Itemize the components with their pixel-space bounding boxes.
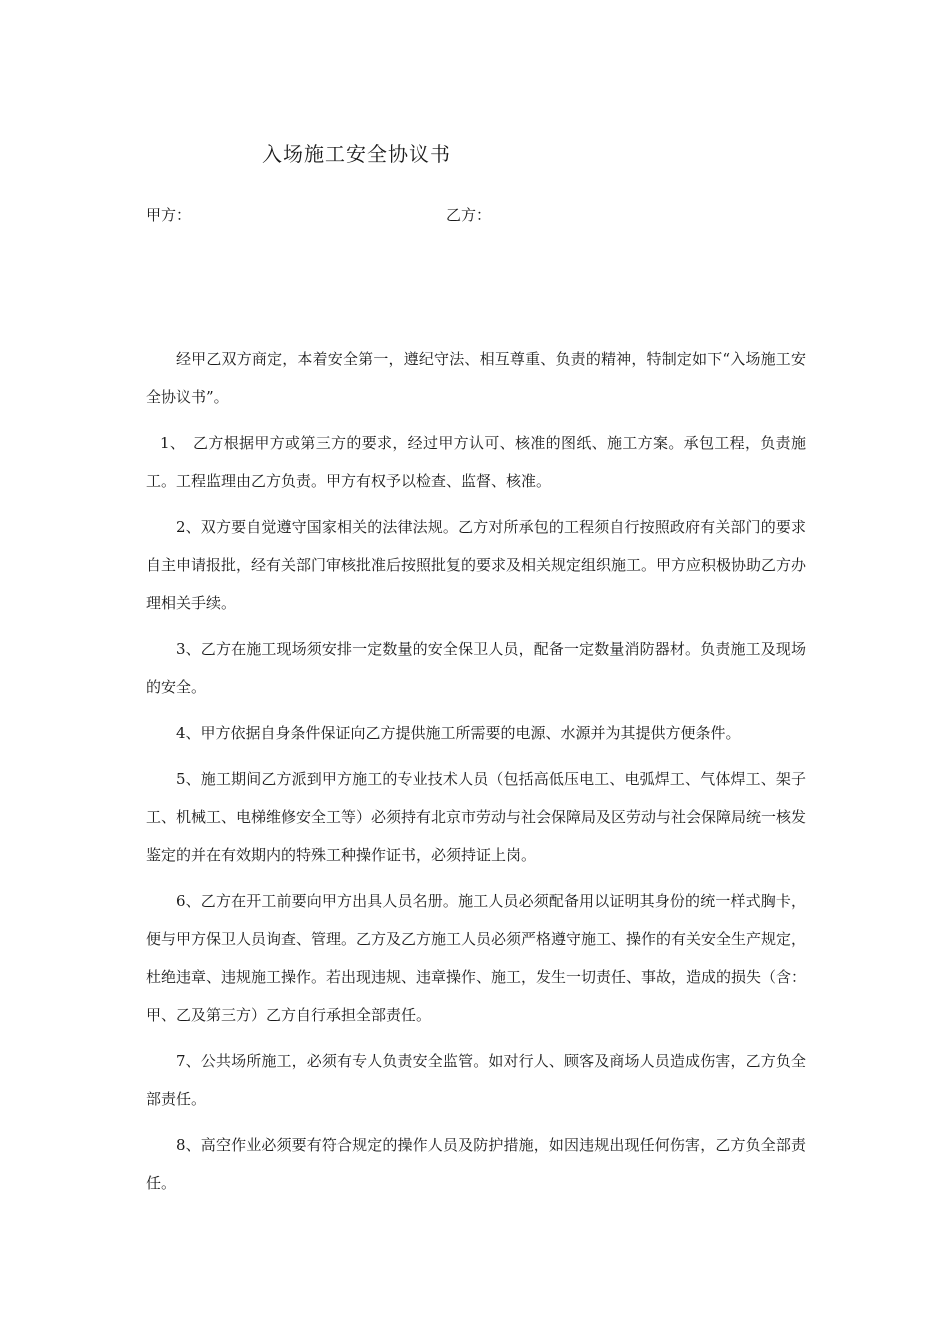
clause-1: 1、 乙方根据甲方或第三方的要求，经过甲方认可、核准的图纸、施工方案。承包工程，负责施工。工程监理由乙方负责。甲方有权予以检查、监督、核准。	[146, 434, 806, 490]
clause-7: 7、公共场所施工，必须有专人负责安全监管。如对行人、顾客及商场人员造成伤害，乙方负全部责任。	[146, 1052, 806, 1108]
document-title: 入场施工安全协议书	[262, 142, 451, 166]
party-a-label: 甲方：	[146, 206, 192, 224]
agreement-body	[146, 340, 806, 1210]
clause-2: 2、双方要自觉遵守国家相关的法律法规。乙方对所承包的工程须自行按照政府有关部门的要求自主申请报批，经有关部门审核批准后按照批复的要求及相关规定组织施工。甲方应积极协助乙方办理相关手续。	[146, 518, 807, 612]
party-b-label: 乙方：	[446, 206, 492, 224]
intro-paragraph: 经甲乙双方商定，本着安全第一，遵纪守法、相互尊重、负责的精神，特制定如下“入场施工安全协议书”。	[146, 350, 806, 406]
clause-5: 5、施工期间乙方派到甲方施工的专业技术人员（包括高低压电工、电弧焊工、气体焊工、架子工、机械工、电梯维修安全工等）必须持有北京市劳动与社会保障局及区劳动与社会保障局统一核发鉴定的并在有效期内的特殊工种操作证书，必须持证上岗。	[146, 770, 807, 864]
clause-4: 4、甲方依据自身条件保证向乙方提供施工所需要的电源、水源并为其提供方便条件。	[176, 724, 741, 742]
clause-3: 3、乙方在施工现场须安排一定数量的安全保卫人员，配备一定数量消防器材。负责施工及现场的安全。	[146, 640, 806, 696]
clause-8: 8、高空作业必须要有符合规定的操作人员及防护措施，如因违规出现任何伤害，乙方负全部责任。	[146, 1136, 806, 1192]
clause-6: 6、乙方在开工前要向甲方出具人员名册。施工人员必须配备用以证明其身份的统一样式胸卡，便与甲方保卫人员询查、管理。乙方及乙方施工人员必须严格遵守施工、操作的有关安全生产规定，杜绝违章、违规施工操作。若出现违规、违章操作、施工，发生一切责任、事故，造成的损失（含：甲、乙及第三方）乙方自行承担全部责任。	[146, 892, 807, 1024]
